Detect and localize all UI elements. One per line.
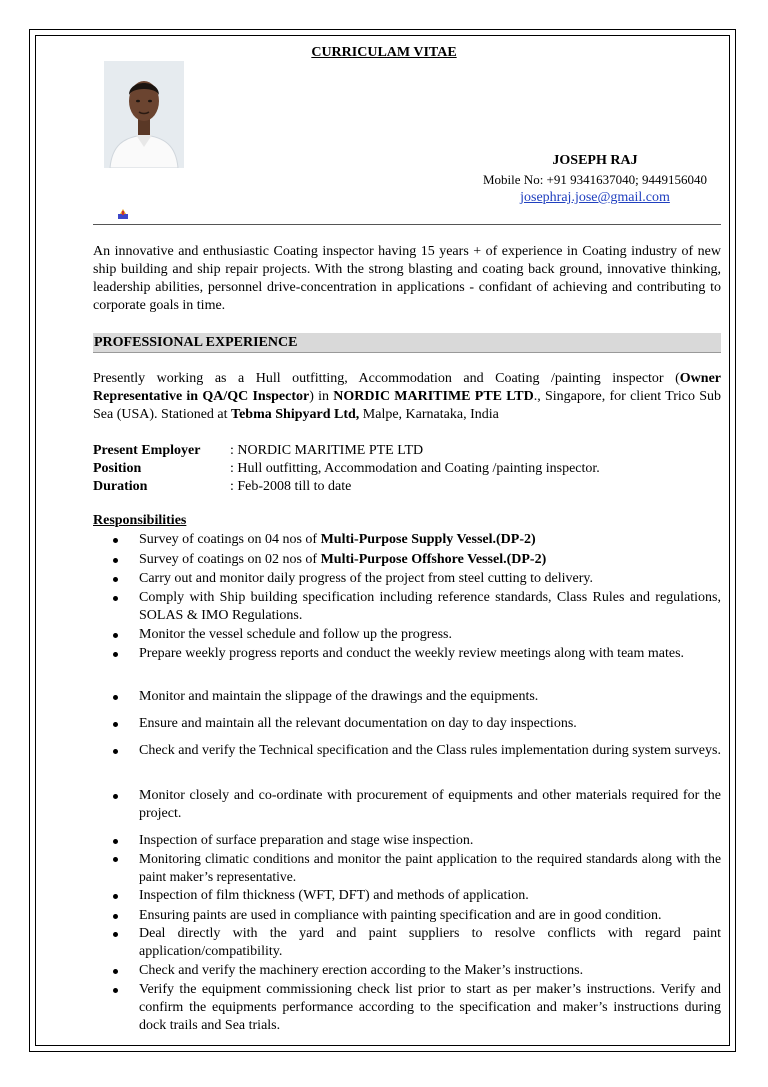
bullet-dot (113, 794, 118, 799)
list-item (93, 832, 721, 850)
list-item-bold: Multi-Purpose Offshore Vessel.(DP-2) (320, 552, 547, 567)
list-item-text: Deal directly with the yard and paint suppliers to resolve conflicts with regard paint application/compatibility. (139, 926, 721, 959)
intro-shipyard: Tebma Shipyard Ltd, (231, 407, 360, 422)
section-heading-text: PROFESSIONAL EXPERIENCE (94, 335, 298, 350)
employer-value: : NORDIC MARITIME PTE LTD (230, 443, 424, 458)
list-item (93, 715, 721, 733)
bullet-dot (113, 894, 118, 899)
list-item (93, 887, 721, 905)
list-item-text: Monitor and maintain the slippage of the drawings and the equipments. (139, 689, 539, 704)
list-item-text: Inspection of surface preparation and stage wise inspection. (139, 833, 474, 848)
list-item-text: Ensure and maintain all the relevant documentation on day to day inspections. (139, 716, 577, 731)
header-divider (93, 224, 721, 225)
list-item (93, 742, 721, 760)
bullet-dot (113, 652, 118, 657)
intro-role: Owner Representative in QA/QC Inspector (93, 371, 721, 404)
section-heading-experience (93, 333, 721, 353)
profile-photo (104, 61, 184, 168)
document-title: CURRICULAM VITAE (311, 45, 457, 60)
position-label: Position (93, 461, 142, 476)
list-item (93, 962, 721, 980)
bullet-dot (113, 722, 118, 727)
experience-intro (93, 370, 721, 424)
bullet-dot (113, 932, 118, 937)
bullet-dot (113, 988, 118, 993)
list-item-text: Ensuring paints are used in compliance with painting specification and are in good condition. (139, 908, 662, 923)
bullet-dot (113, 695, 118, 700)
list-item (93, 551, 721, 569)
bullet-dot (113, 914, 118, 919)
bullet-dot (113, 577, 118, 582)
bullet-dot (113, 596, 118, 601)
list-item (93, 531, 721, 549)
bullet-dot (113, 857, 118, 862)
responsibilities-heading: Responsibilities (93, 513, 187, 528)
list-item-text: Survey of coatings on 02 nos of (139, 552, 321, 567)
list-item-bold: Multi-Purpose Supply Vessel.(DP-2) (320, 532, 536, 547)
list-item (93, 626, 721, 644)
intro-company: NORDIC MARITIME PTE LTD (333, 389, 534, 404)
list-item (93, 850, 721, 886)
list-item-text: Survey of coatings on 04 nos of (139, 532, 321, 547)
list-item (93, 981, 721, 1035)
list-item (93, 907, 721, 925)
summary-paragraph: An innovative and enthusiastic Coating inspector having 15 years + of experience in Coating industry of new ship building and ship repair projects. With the strong blasting and coating back ground, innovative thinking, leadership abilities, personnel drive-concentration in applications - confidant of achieving and contributing to corporate goals in time. (93, 244, 721, 313)
list-item (93, 589, 721, 625)
list-item (93, 925, 721, 961)
duration-label: Duration (93, 479, 148, 494)
list-item-text: Prepare weekly progress reports and conduct the weekly review meetings along with team mates. (139, 646, 685, 661)
intro-text-4: Malpe, Karnataka, India (359, 407, 499, 422)
bullet-dot (113, 633, 118, 638)
bullet-dot (113, 969, 118, 974)
duration-value: : Feb-2008 till to date (230, 479, 352, 494)
list-item (93, 688, 721, 706)
bullet-dot (113, 839, 118, 844)
list-item-text: Check and verify the Technical specification and the Class rules implementation during system surveys. (139, 743, 721, 758)
position-value: : Hull outfitting, Accommodation and Coating /painting inspector. (230, 461, 600, 476)
list-item-text: Check and verify the machinery erection according to the Maker’s instructions. (139, 963, 584, 978)
list-item (93, 787, 721, 823)
intro-text-1: Presently working as a Hull outfitting, Accommodation and Coating /painting inspector ( (93, 371, 680, 386)
mobile-number: Mobile No: +91 9341637040; 9449156040 (483, 172, 707, 187)
list-item-text: Monitor closely and co-ordinate with procurement of equipments and other materials required for the project. (139, 788, 721, 821)
list-item (93, 645, 721, 663)
bullet-dot (113, 558, 118, 563)
list-item-text: Monitor the vessel schedule and follow up the progress. (139, 627, 452, 642)
list-item-text: Carry out and monitor daily progress of the project from steel cutting to delivery. (139, 571, 593, 586)
list-item-text: Verify the equipment commissioning check list prior to start as per maker’s instructions. Verify and confirm the equipments performance according to the specification and maker’s instructions during dock trails and Sea trials. (139, 982, 721, 1033)
intro-text-3: ., Singapore, for client Trico Sub Sea (USA). Stationed at (93, 389, 722, 422)
bullet-dot (113, 749, 118, 754)
list-item (93, 570, 721, 588)
list-item-text: Comply with Ship building specification including reference standards, Class Rules and regulations, SOLAS & IMO Regulations. (139, 590, 721, 623)
bullet-dot (113, 538, 118, 543)
list-item-text: Monitoring climatic conditions and monitor the paint application to the required standards along with the paint maker’s representative. (139, 851, 721, 884)
list-item-text: Inspection of film thickness (WFT, DFT) and methods of application. (139, 888, 529, 903)
employer-label: Present Employer (93, 443, 201, 458)
pin-icon (117, 207, 129, 219)
candidate-name: JOSEPH RAJ (552, 153, 638, 168)
email-link[interactable]: josephraj.jose@gmail.com (520, 190, 670, 205)
intro-text-2: ) in (309, 389, 334, 404)
